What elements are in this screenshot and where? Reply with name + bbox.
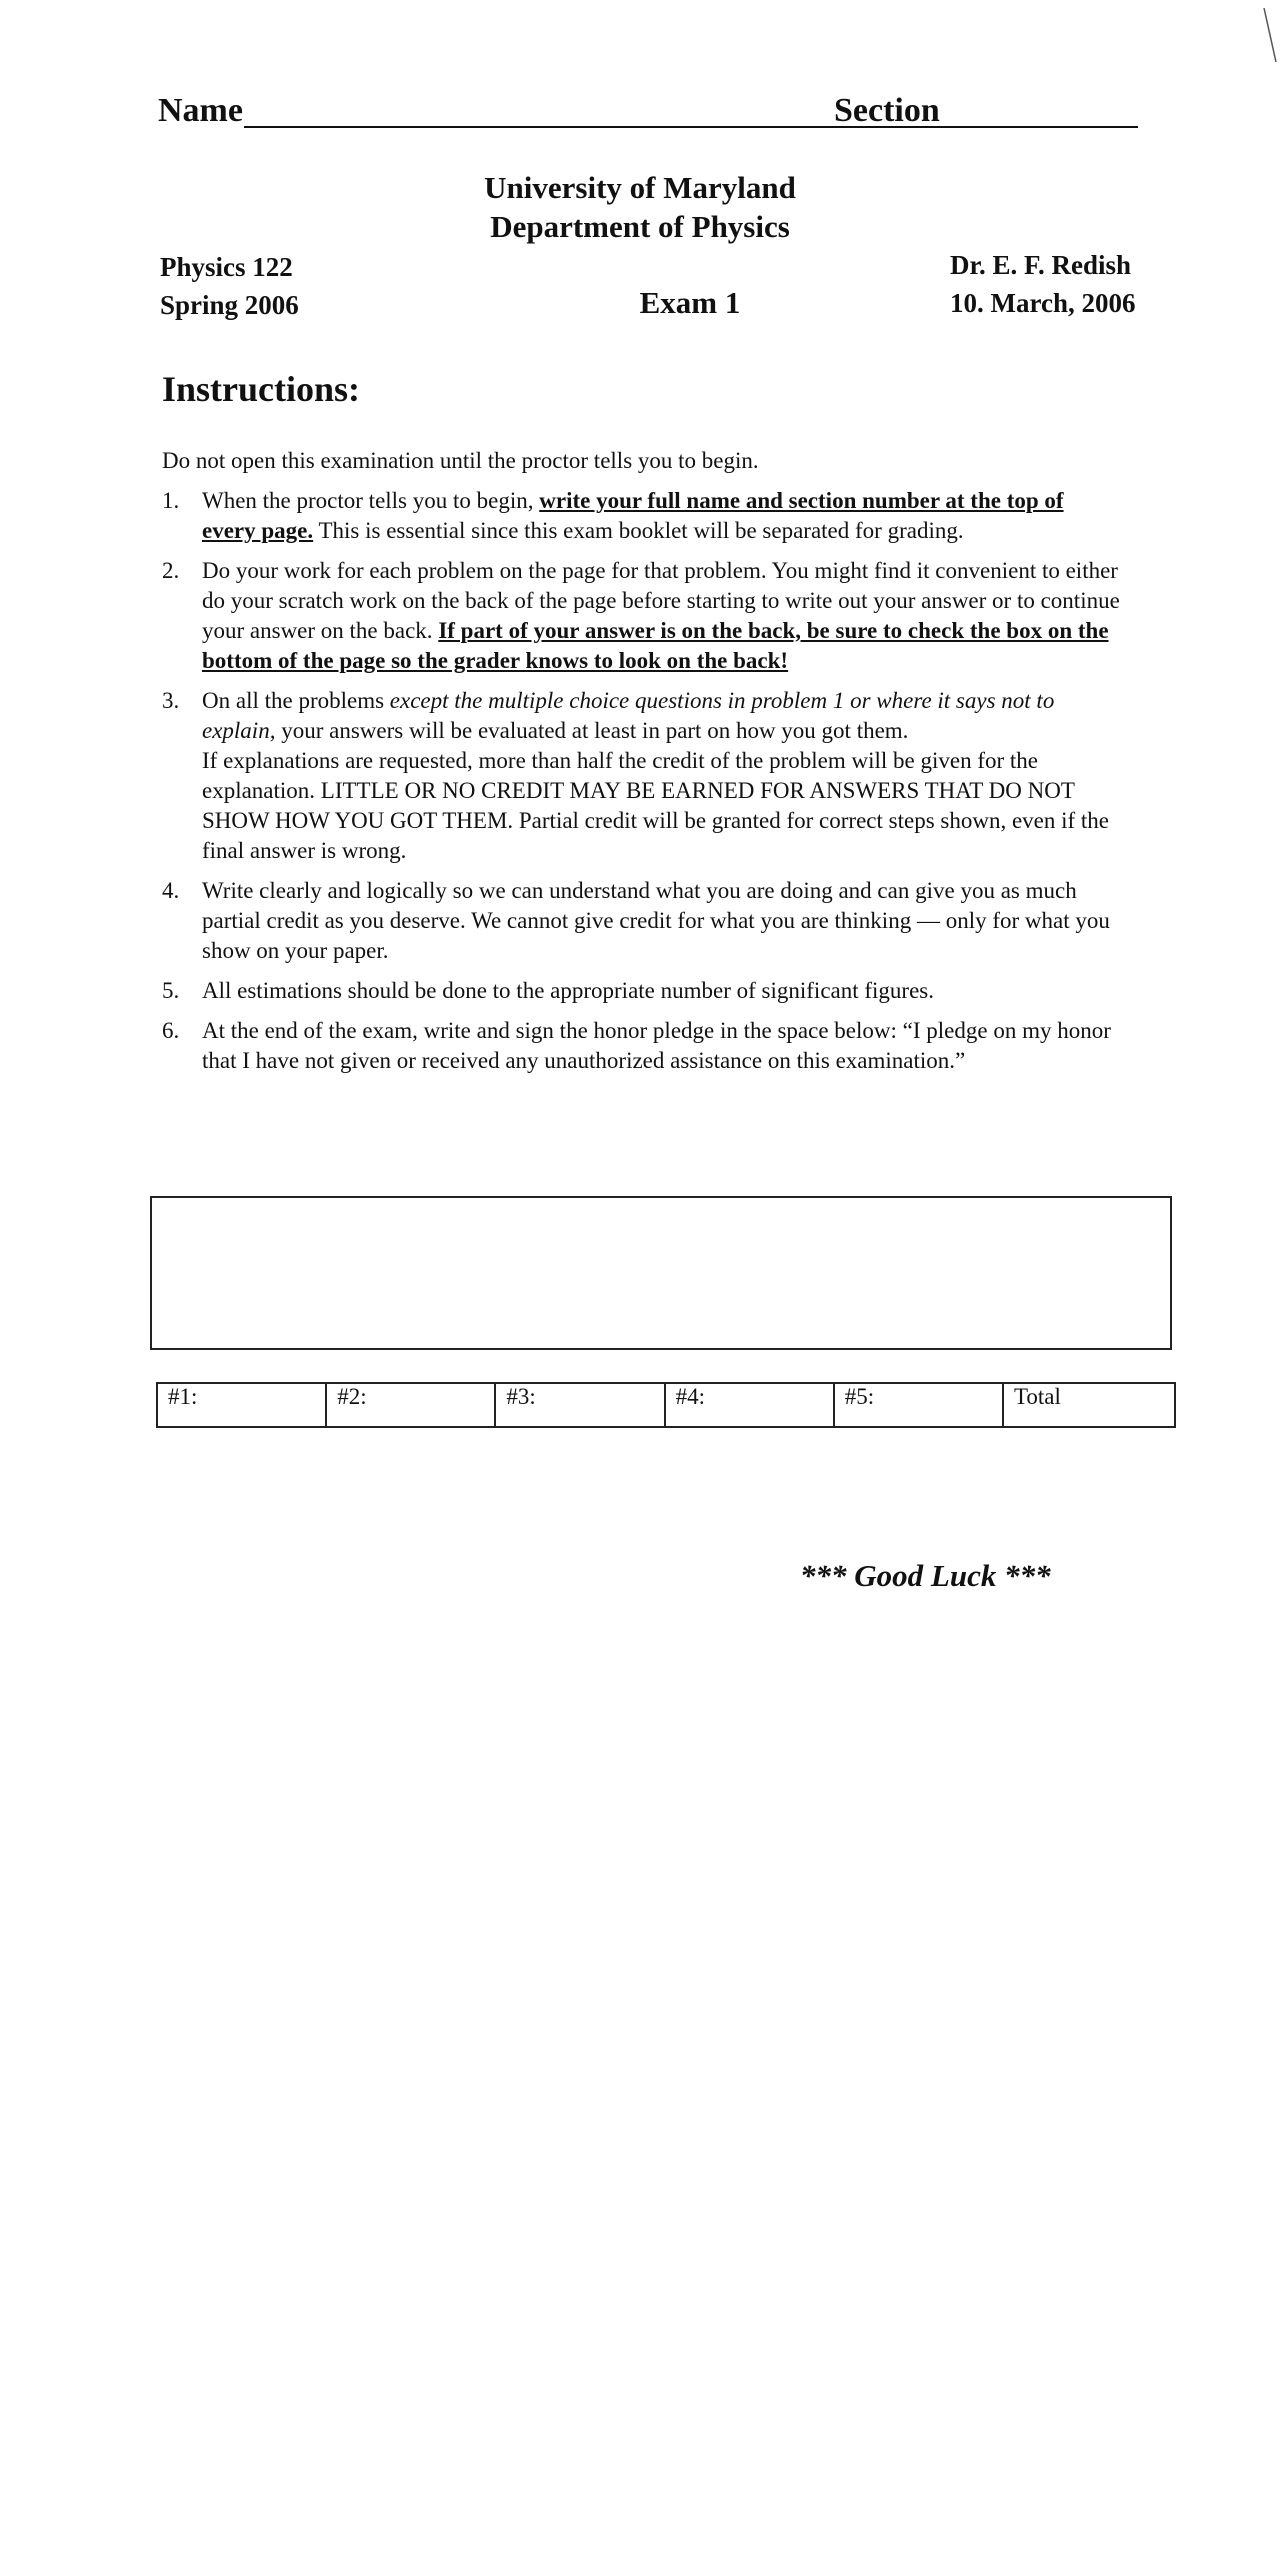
course-code: Physics 122 <box>160 252 293 282</box>
university-title: University of Maryland <box>484 170 796 205</box>
section-label: Section <box>834 92 940 129</box>
score-row <box>157 1383 1175 1427</box>
score-cell-4: #4: <box>665 1383 834 1427</box>
instruction-number: 6. <box>162 1018 180 1043</box>
instruction-text: When the proctor tells you to begin, <box>202 488 540 513</box>
honor-pledge-box[interactable] <box>150 1196 1172 1350</box>
instructions-list <box>162 486 1122 1086</box>
score-cell-2: #2: <box>326 1383 495 1427</box>
instruction-item <box>162 1016 1122 1076</box>
score-cell-1: #1: <box>157 1383 326 1427</box>
instruction-item <box>162 486 1122 546</box>
instruction-text: Write clearly and logically so we can understand what you are doing and can give you as much partial credit as you deserve. We cannot give credit for what you are thinking — only for what you show on your paper. <box>202 878 1110 963</box>
instruction-emphasis: write your full name and section number at the top of every page. <box>202 488 1064 543</box>
instructor-info <box>950 246 1135 322</box>
instruction-italic: except the multiple choice questions in problem 1 or where it says not to explain, <box>202 688 1055 743</box>
instruction-item <box>162 976 1122 1006</box>
instruction-text: At the end of the exam, write and sign the honor pledge in the space below: “I pledge on my honor that I have not given or received any unauthorized assistance on this examination.” <box>202 1018 1111 1073</box>
instruction-number: 3. <box>162 688 180 713</box>
instruction-number: 5. <box>162 978 180 1003</box>
instruction-item <box>162 876 1122 966</box>
instruction-emphasis: If part of your answer is on the back, be sure to check the box on the bottom of the page so the grader knows to look on the back! <box>202 618 1109 673</box>
instruction-item <box>162 686 1122 866</box>
name-label: Name <box>158 92 243 129</box>
exam-date: 10. March, 2006 <box>950 288 1136 318</box>
instructions-heading: Instructions: <box>162 369 361 409</box>
course-info <box>160 248 299 324</box>
instructor-name: Dr. E. F. Redish <box>950 250 1132 280</box>
score-cell-total: Total <box>1003 1383 1175 1427</box>
score-cell-5: #5: <box>834 1383 1003 1427</box>
header-row <box>158 86 1138 136</box>
department-title: Department of Physics <box>490 209 790 244</box>
instruction-number: 2. <box>162 558 180 583</box>
exam-title: Exam 1 <box>639 285 741 320</box>
instruction-number: 4. <box>162 878 180 903</box>
course-term: Spring 2006 <box>160 290 299 320</box>
instructions-intro: Do not open this examination until the proctor tells you to begin. <box>162 448 759 473</box>
instruction-text: This is essential since this exam booklet will be separated for grading. <box>313 518 964 543</box>
instruction-text: All estimations should be done to the appropriate number of significant figures. <box>202 978 935 1003</box>
instruction-text: If explanations are requested, more than half the credit of the problem will be given for the explanation. LITTLE OR NO CREDIT MAY BE EARNED FOR ANSWERS THAT DO NOT SHOW HOW YOU GOT THEM. Partial credit will be granted for correct steps shown, even if the final answer is wrong. <box>202 748 1110 863</box>
instruction-number: 1. <box>162 488 180 513</box>
good-luck-closing: *** Good Luck *** <box>800 1558 1051 1593</box>
scan-mark <box>1262 6 1280 66</box>
instruction-text: your answers will be evaluated at least in part on how you got them. <box>275 718 909 743</box>
instruction-text: Do your work for each problem on the page for that problem. You might find it convenient to either do your scratch work on the back of the page before starting to write out your answer or to continue your answer on the back. <box>202 558 1120 643</box>
instruction-item <box>162 556 1122 676</box>
section-field[interactable] <box>953 126 1138 128</box>
score-table <box>156 1382 1176 1428</box>
instruction-text: On all the problems <box>202 688 390 713</box>
score-cell-3: #3: <box>495 1383 664 1427</box>
